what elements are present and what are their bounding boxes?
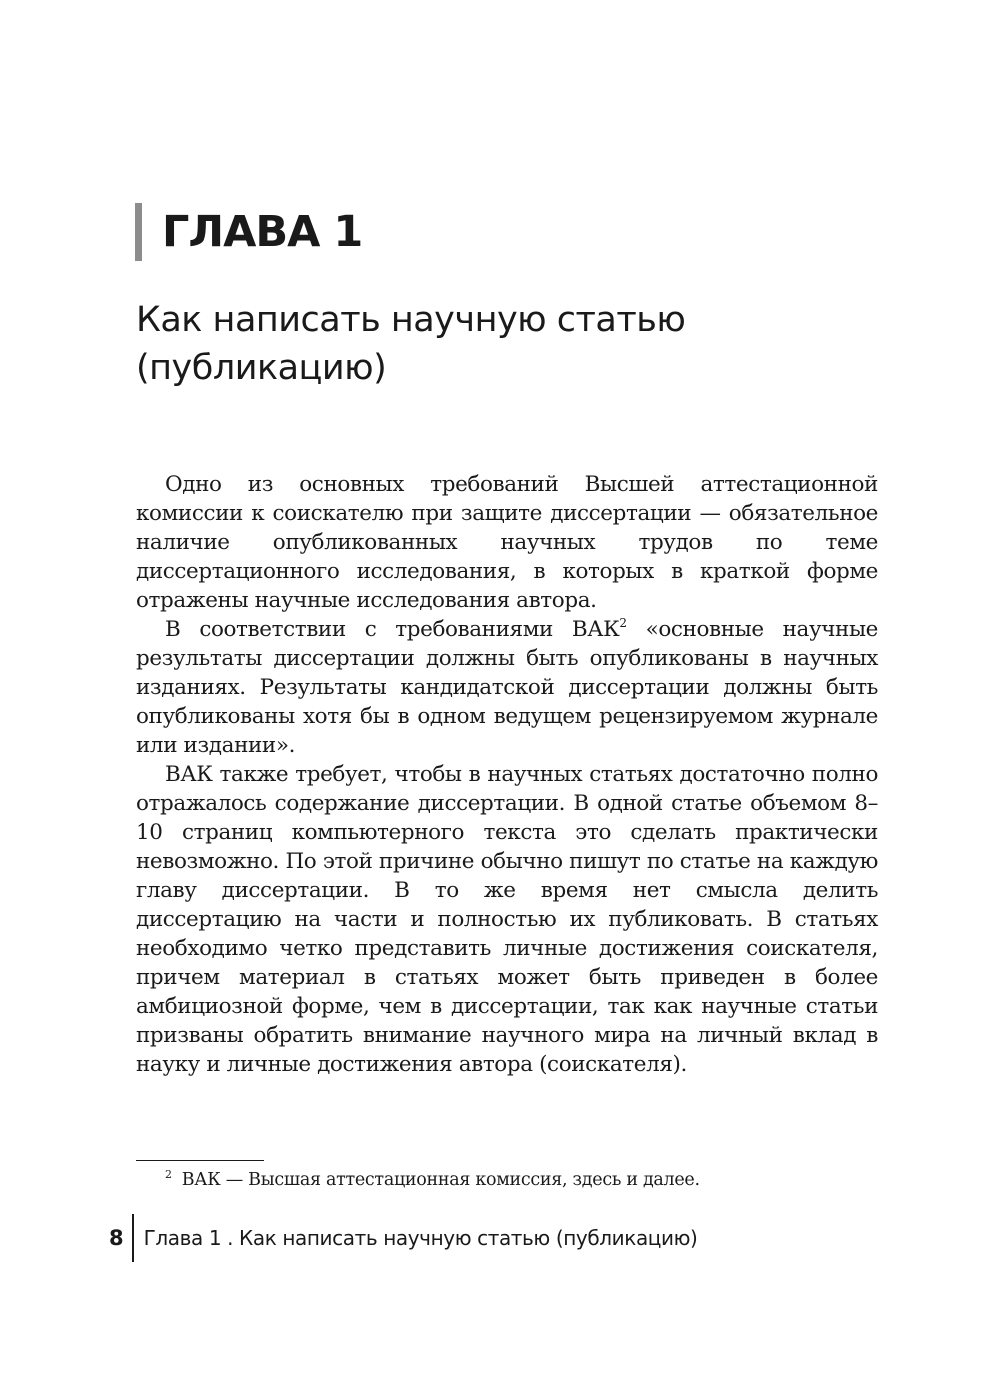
- footnote-mark: 2: [165, 1168, 172, 1181]
- page-number: 8: [109, 1226, 124, 1250]
- paragraph-2: [136, 615, 878, 760]
- footnote-reference: 2: [619, 616, 627, 630]
- footnote-text: ВАК — Высшая аттестационная комиссия, здесь и далее.: [181, 1170, 700, 1190]
- body-text: [136, 470, 878, 1079]
- chapter-accent-bar: [135, 203, 142, 261]
- chapter-label: ГЛАВА 1: [162, 207, 363, 257]
- running-title: Глава 1 . Как написать научную статью (публикацию): [143, 1226, 698, 1250]
- chapter-title: [136, 296, 856, 392]
- footnote: [165, 1167, 865, 1193]
- paragraph-2-rest: «основные научные результаты диссертации должны быть опубликованы в научных изданиях. Результаты кандидатской диссертации должны быть опубликованы хотя бы в одном ведущем рецензируемом журнале или издании».: [136, 617, 878, 758]
- chapter-title-line-1: Как написать научную статью: [136, 300, 686, 340]
- paragraph-1: Одно из основных требований Высшей аттестационной комиссии к соискателю при защите диссертации — обязательное наличие опубликованных научных трудов по теме диссертационного исследования, в которых в краткой форме отражены научные исследования автора.: [136, 472, 878, 613]
- footnote-divider: [136, 1160, 264, 1161]
- footer-divider: [132, 1214, 134, 1262]
- chapter-title-line-2: (публикацию): [136, 348, 387, 388]
- paragraph-3: ВАК также требует, чтобы в научных статьях достаточно полно отражалось содержание диссертации. В одной статье объемом 8–10 страниц компьютерного текста это сделать практически невозможно. По этой причине обычно пишут по статье на каждую главу диссертации. В то же время нет смысла делить диссертацию на части и полностью их публиковать. В статьях необходимо четко представить личные достижения соискателя, причем материал в статьях может быть приведен в более амбициозной форме, чем в диссертации, так как научные статьи призваны обратить внимание научного мира на личный вклад в науку и личные достижения автора (соискателя).: [136, 762, 878, 1077]
- running-footer: [109, 1214, 697, 1262]
- paragraph-2-start: В соответствии с требованиями ВАК: [165, 617, 620, 642]
- chapter-heading: [135, 203, 362, 261]
